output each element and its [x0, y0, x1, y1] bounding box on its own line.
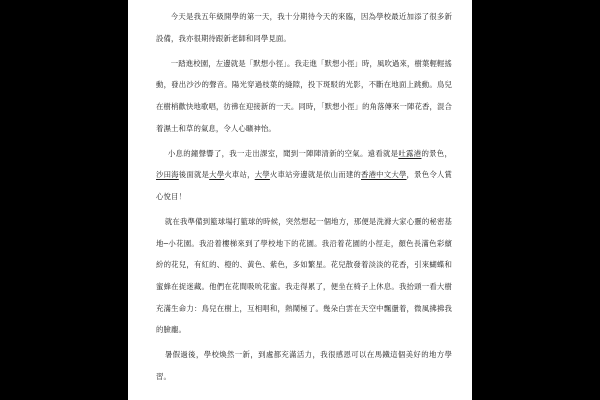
- paragraph-3-text: 小息的鐘聲響了，我一走出課室，聞到一陣陣清新的空氣。遠看就是: [167, 148, 399, 158]
- place-name-tolo-harbour: 吐露港: [398, 148, 422, 158]
- paragraph-3-text: 火車站，: [224, 170, 255, 180]
- paragraph-5-text: 暑假過後，學校煥然一新，到處都充滿活力，我很感恩可以在馬鐵這個美好的地方學習。: [156, 350, 452, 381]
- essay-body: [156, 6, 452, 391]
- place-name-cuhk: 香港中文大學: [361, 170, 407, 180]
- paragraph-2: [156, 53, 452, 139]
- place-name-university: 大學: [254, 170, 270, 180]
- paragraph-3-text: 火車站旁邊就是依山而建的: [269, 170, 361, 180]
- paragraph-4-text: 就在我準備到籃球場打籃球的時候，突然想起一個地方，那便是洗滌大家心靈的秘密基地─小花園。我沿着樓梯來到了學校地下的花園。我沿着花園的小徑走，顏色長滿色彩繽紛的花兒，有紅的、橙的、黃色、紫色，多如繁星。花兒散發着淡淡的花香，引來蝴蝶和蜜蜂在捉迷藏。他們在花間吸吮花蜜。我走得累了，便坐在椅子上休息。我抬頭一看大樹充滿生命力：鳥兒在樹上，互相唱和，熱鬧極了。幾朵白雲在天空中飄盪着，微風拂拂我的臉龐。: [156, 217, 452, 335]
- paragraph-3-text: 後面就是: [178, 170, 210, 180]
- paragraph-2-text: 一踏進校園，左邊就是「默想小徑」。我走進「默想小徑」時，風吹過來，樹葉輕輕搖動，發出沙沙的聲音。陽光穿過枝葉的縫隙，投下斑駁的光影，不斷在地面上跳動。鳥兒在樹梢歡快地歌唱，彷彿在迎接新的一天。同時，「默想小徑」的角落傳來一陣花香，混合着濕土和草的氣息，令人心曠神怡。: [156, 58, 452, 133]
- paragraph-1: [156, 6, 452, 49]
- paragraph-4: [156, 211, 452, 341]
- paragraph-1-text: 今天是我五年級開學的第一天，我十分期待今天的來臨，因為學校最近加添了很多新設備，我亦很期待跟新老師和同學見面。: [156, 12, 452, 43]
- document-page: [128, 0, 472, 400]
- paragraph-5: [156, 344, 452, 387]
- paragraph-3-text: ，景色令人賞心悅目！: [156, 170, 452, 201]
- place-name-university: 大學: [209, 170, 225, 180]
- place-name-sha-tin-hoi: 沙田海: [156, 170, 179, 180]
- paragraph-3-text: 的景色，: [421, 148, 452, 158]
- paragraph-3: [156, 143, 452, 208]
